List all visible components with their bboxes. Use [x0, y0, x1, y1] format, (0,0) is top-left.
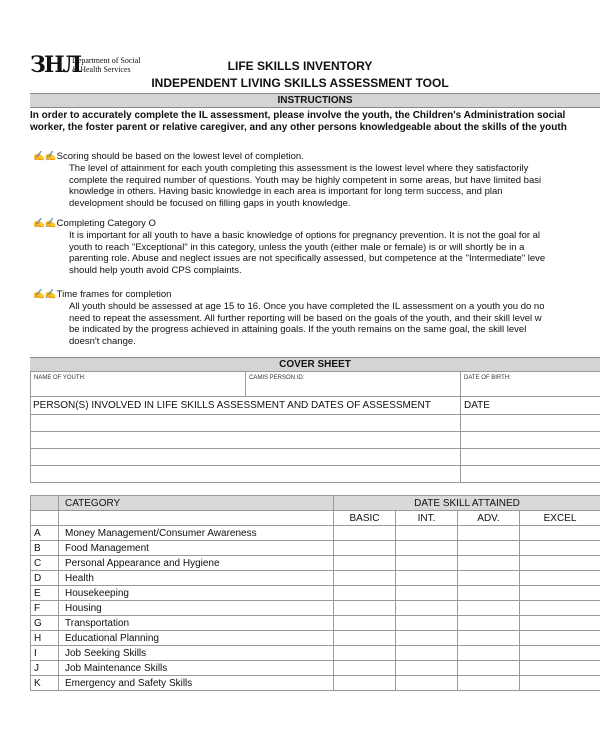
category-row [31, 541, 600, 556]
excel-date-field[interactable] [520, 601, 600, 616]
instructions-header: INSTRUCTIONS [30, 93, 600, 108]
logo-line-1: Department of Social [72, 56, 141, 65]
date-header: DATE [461, 397, 600, 415]
basic-date-field[interactable] [334, 646, 396, 661]
adv-date-field[interactable] [458, 541, 520, 556]
category-name: Food Management [59, 541, 334, 556]
basic-date-field[interactable] [334, 616, 396, 631]
date-skill-attained-header: DATE SKILL ATTAINED [334, 496, 600, 511]
category-row [31, 676, 600, 691]
level-adv-header: ADV. [458, 511, 520, 526]
excel-date-field[interactable] [520, 676, 600, 691]
date-entry-field[interactable] [461, 466, 600, 483]
int-date-field[interactable] [396, 646, 458, 661]
category-letter: J [31, 661, 59, 676]
category-letter: K [31, 676, 59, 691]
intro-line: In order to accurately complete the IL assessment, please involve the youth, the Children's Administration social [30, 110, 566, 121]
basic-date-field[interactable] [334, 541, 396, 556]
category-o-section-body: It is important for all youth to have a basic knowledge of options for pregnancy prevention. It is not the goal for al youth to reach "Exceptional" in this category, unless the youth (either male or female) is or will shortly be in a parenting role. Abuse and neglect issues are not specifically assessed, but competence at the "Intermediate" leve should help youth avoid CPS complaints. [69, 230, 546, 276]
category-row [31, 616, 600, 631]
time-frames-section-body: All youth should be assessed at age 15 to 16. Once you have completed the IL assessment on a youth you do no need to repeat the assessment. All further reporting will be based on the goals of the youth, and their skill level w be indicated by the progress achieved in attaining goals. If the youth remains on the same goal, the skill level doesn't change. [69, 301, 545, 347]
basic-date-field[interactable] [334, 526, 396, 541]
category-row [31, 571, 600, 586]
logo-line-2: & Health Services [72, 65, 131, 74]
level-basic-header: BASIC [334, 511, 396, 526]
camis-person-id-field[interactable]: CAMIS PERSON ID: [246, 372, 461, 397]
youth-info-table [30, 371, 600, 397]
adv-date-field[interactable] [458, 586, 520, 601]
category-letter: D [31, 571, 59, 586]
scoring-section-body: The level of attainment for each youth completing this assessment is the lowest level where they satisfactorily complete the required number of questions. Youth may be highly competent in some areas, but have limited basi knowledge in others. Having basic knowledge in each area is important for long term success, and plan development should be focused on filling gaps in youth knowledge. [69, 163, 542, 209]
int-date-field[interactable] [396, 601, 458, 616]
category-name: Money Management/Consumer Awareness [59, 526, 334, 541]
excel-date-field[interactable] [520, 526, 600, 541]
adv-date-field[interactable] [458, 616, 520, 631]
adv-date-field[interactable] [458, 676, 520, 691]
person-entry-field[interactable] [31, 449, 461, 466]
level-int-header: INT. [396, 511, 458, 526]
date-entry-field[interactable] [461, 432, 600, 449]
basic-date-field[interactable] [334, 661, 396, 676]
int-date-field[interactable] [396, 541, 458, 556]
category-name: Educational Planning [59, 631, 334, 646]
category-letter-header [31, 496, 59, 511]
category-name: Transportation [59, 616, 334, 631]
basic-date-field[interactable] [334, 586, 396, 601]
dshs-logo-mark: ЗНЛ [30, 52, 81, 78]
category-row [31, 526, 600, 541]
date-of-birth-field[interactable]: DATE OF BIRTH: [461, 372, 600, 397]
category-row [31, 646, 600, 661]
basic-date-field[interactable] [334, 571, 396, 586]
date-entry-field[interactable] [461, 415, 600, 432]
date-entry-field[interactable] [461, 449, 600, 466]
adv-date-field[interactable] [458, 601, 520, 616]
persons-involved-header: PERSON(S) INVOLVED IN LIFE SKILLS ASSESSMENT AND DATES OF ASSESSMENT [31, 397, 461, 415]
level-excel-header: EXCEL [520, 511, 600, 526]
int-date-field[interactable] [396, 676, 458, 691]
name-of-youth-field[interactable]: NAME OF YOUTH: [31, 372, 246, 397]
category-name: Housekeeping [59, 586, 334, 601]
adv-date-field[interactable] [458, 631, 520, 646]
adv-date-field[interactable] [458, 646, 520, 661]
excel-date-field[interactable] [520, 646, 600, 661]
persons-involved-table [30, 396, 600, 483]
pencil-icon: ✍✍ [33, 289, 57, 300]
category-name: Personal Appearance and Hygiene [59, 556, 334, 571]
category-row [31, 586, 600, 601]
category-letter: G [31, 616, 59, 631]
time-frames-section-heading: ✍✍Time frames for completion [33, 289, 172, 300]
pencil-icon: ✍✍ [33, 151, 57, 162]
category-row [31, 661, 600, 676]
int-date-field[interactable] [396, 616, 458, 631]
pencil-icon: ✍✍ [33, 218, 57, 229]
person-entry-field[interactable] [31, 415, 461, 432]
scoring-section-heading: ✍✍Scoring should be based on the lowest level of completion. [33, 151, 304, 162]
category-name: Health [59, 571, 334, 586]
category-table [30, 495, 600, 691]
basic-date-field[interactable] [334, 556, 396, 571]
document-subtitle: INDEPENDENT LIVING SKILLS ASSESSMENT TOOL [151, 76, 449, 90]
category-letter: I [31, 646, 59, 661]
int-date-field[interactable] [396, 571, 458, 586]
category-o-section-heading: ✍✍Completing Category O [33, 218, 156, 229]
category-row [31, 556, 600, 571]
adv-date-field[interactable] [458, 556, 520, 571]
excel-date-field[interactable] [520, 571, 600, 586]
basic-date-field[interactable] [334, 676, 396, 691]
category-letter: F [31, 601, 59, 616]
category-letter: E [31, 586, 59, 601]
excel-date-field[interactable] [520, 661, 600, 676]
category-name: Housing [59, 601, 334, 616]
excel-date-field[interactable] [520, 616, 600, 631]
category-letter: C [31, 556, 59, 571]
person-entry-field[interactable] [31, 466, 461, 483]
category-letter: A [31, 526, 59, 541]
adv-date-field[interactable] [458, 526, 520, 541]
category-letter: B [31, 541, 59, 556]
intro-line: worker, the foster parent or relative caregiver, and any other persons knowledgeable about the skills of the youth [30, 122, 567, 133]
category-header: CATEGORY [59, 496, 334, 511]
category-name: Job Seeking Skills [59, 646, 334, 661]
int-date-field[interactable] [396, 661, 458, 676]
excel-date-field[interactable] [520, 556, 600, 571]
int-date-field[interactable] [396, 556, 458, 571]
adv-date-field[interactable] [458, 571, 520, 586]
basic-date-field[interactable] [334, 601, 396, 616]
basic-date-field[interactable] [334, 631, 396, 646]
instructions-intro [30, 110, 600, 134]
int-date-field[interactable] [396, 631, 458, 646]
int-date-field[interactable] [396, 586, 458, 601]
int-date-field[interactable] [396, 526, 458, 541]
adv-date-field[interactable] [458, 661, 520, 676]
excel-date-field[interactable] [520, 541, 600, 556]
category-letter: H [31, 631, 59, 646]
excel-date-field[interactable] [520, 586, 600, 601]
category-row [31, 601, 600, 616]
person-entry-field[interactable] [31, 432, 461, 449]
cover-sheet-header: COVER SHEET [30, 357, 600, 372]
document-title: LIFE SKILLS INVENTORY [227, 59, 373, 73]
category-name: Job Maintenance Skills [59, 661, 334, 676]
category-row [31, 631, 600, 646]
excel-date-field[interactable] [520, 631, 600, 646]
category-name: Emergency and Safety Skills [59, 676, 334, 691]
